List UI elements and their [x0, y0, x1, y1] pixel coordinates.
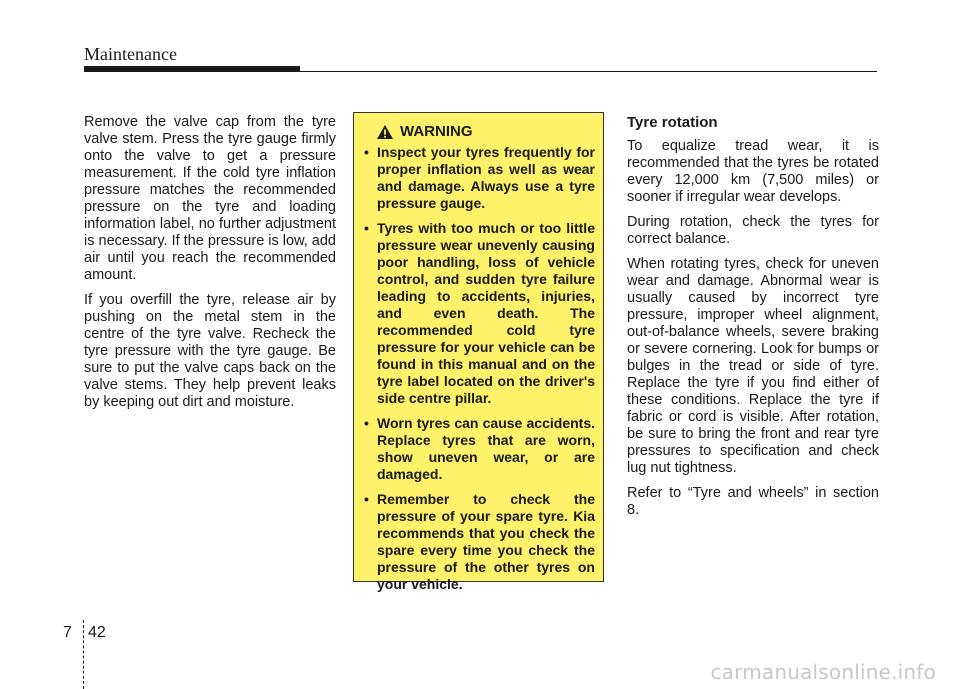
chapter-number: 7: [63, 624, 72, 641]
watermark: carmanualsonline.info: [710, 660, 936, 684]
section-heading: Tyre rotation: [627, 114, 718, 131]
paragraph: Refer to “Tyre and wheels” in section 8.: [627, 485, 879, 518]
warning-list: [364, 144, 595, 593]
paragraph: When rotating tyres, check for uneven wear and damage. Abnormal wear is usually caused by incorrect tyre pressure, improper wheel alignment, out-of-balance wheels, severe braking or severe cornering. Look for bumps or bulges in the tread or side of tyre. Replace the tyre if you find either of these conditions. Replace the tyre if fabric or cord is visible. After rotation, be sure to bring the front and rear tyre pressures to specification and check lug nut tightness.: [627, 256, 879, 476]
warning-triangle-icon: [376, 124, 394, 140]
warning-header: [376, 123, 595, 140]
page-number: 42: [88, 624, 106, 641]
left-column: [84, 114, 336, 419]
header-bar: [84, 66, 300, 72]
section-title: Maintenance: [84, 44, 177, 64]
footer-divider: [83, 620, 84, 689]
right-column: [627, 114, 879, 527]
paragraph: If you overfill the tyre, release air by pushing on the metal stem in the centre of the tyre valve. Recheck the tyre pressure with the tyre gauge. Be sure to put the valve caps back on the valve stems. They help prevent leaks by keeping out dirt and moisture.: [84, 292, 336, 410]
warning-title: WARNING: [400, 123, 473, 140]
header-rule: [300, 71, 877, 72]
warning-box: [353, 112, 604, 592]
paragraph: Remove the valve cap from the tyre valve stem. Press the tyre gauge firmly onto the valve to get a pressure measurement. If the cold tyre inflation pressure matches the recommended pressure on the tyre and loading information label, no further adjustment is necessary. If the pressure is low, add air until you reach the recommended amount.: [84, 114, 336, 283]
warning-item: • Remember to check the pressure of your spare tyre. Kia recommends that you check the spare every time you check the pressure of the other tyres on your vehicle.: [364, 491, 595, 593]
paragraph: To equalize tread wear, it is recommended that the tyres be rotated every 12,000 km (7,500 miles) or sooner if irregular wear develops.: [627, 138, 879, 205]
warning-item: • Worn tyres can cause accidents. Replace tyres that are worn, show uneven wear, or are damaged.: [364, 415, 595, 483]
warning-item: • Inspect your tyres frequently for proper inflation as well as wear and damage. Always use a tyre pressure gauge.: [364, 144, 595, 212]
paragraph: During rotation, check the tyres for correct balance.: [627, 214, 879, 247]
warning-item: • Tyres with too much or too little pressure wear unevenly causing poor handling, loss of vehicle control, and sudden tyre failure leading to accidents, injuries, and even death. The recommended cold tyre pressure for your vehicle can be found in this manual and on the tyre label located on the driver's side centre pillar.: [364, 220, 595, 407]
